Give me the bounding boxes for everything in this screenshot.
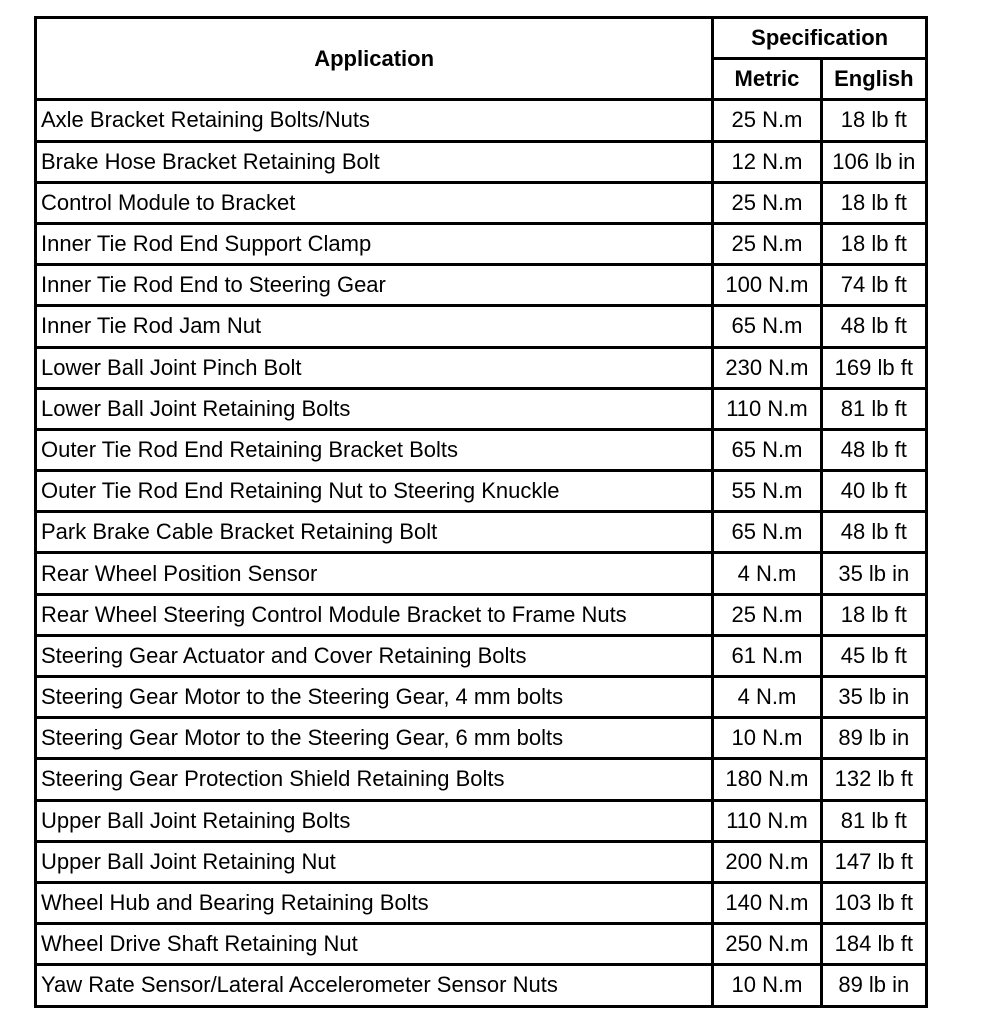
table-row <box>36 306 927 347</box>
english-cell: 18 lb ft <box>821 182 926 223</box>
table-row <box>36 800 927 841</box>
metric-cell: 200 N.m <box>713 841 821 882</box>
metric-cell: 25 N.m <box>713 594 821 635</box>
metric-cell: 65 N.m <box>713 429 821 470</box>
metric-cell: 230 N.m <box>713 347 821 388</box>
english-cell: 89 lb in <box>821 718 926 759</box>
metric-cell: 10 N.m <box>713 965 821 1006</box>
table-row <box>36 841 927 882</box>
metric-cell: 55 N.m <box>713 471 821 512</box>
metric-cell: 65 N.m <box>713 512 821 553</box>
metric-cell: 25 N.m <box>713 223 821 264</box>
table-row <box>36 759 927 800</box>
metric-cell: 250 N.m <box>713 924 821 965</box>
english-cell: 45 lb ft <box>821 635 926 676</box>
table-header <box>36 18 927 100</box>
specification-header: Specification <box>713 18 927 59</box>
application-header: Application <box>36 18 713 100</box>
english-cell: 18 lb ft <box>821 100 926 141</box>
metric-cell: 65 N.m <box>713 306 821 347</box>
application-cell: Brake Hose Bracket Retaining Bolt <box>36 141 713 182</box>
application-cell: Lower Ball Joint Pinch Bolt <box>36 347 713 388</box>
application-cell: Outer Tie Rod End Retaining Nut to Steering Knuckle <box>36 471 713 512</box>
table-row <box>36 100 927 141</box>
application-cell: Inner Tie Rod End Support Clamp <box>36 223 713 264</box>
english-cell: 103 lb ft <box>821 882 926 923</box>
torque-specification-table <box>34 16 928 1008</box>
metric-cell: 61 N.m <box>713 635 821 676</box>
english-cell: 89 lb in <box>821 965 926 1006</box>
application-cell: Inner Tie Rod Jam Nut <box>36 306 713 347</box>
header-row-top <box>36 18 927 59</box>
application-cell: Steering Gear Motor to the Steering Gear, 4 mm bolts <box>36 677 713 718</box>
english-cell: 35 lb in <box>821 677 926 718</box>
application-cell: Lower Ball Joint Retaining Bolts <box>36 388 713 429</box>
table-row <box>36 388 927 429</box>
application-cell: Rear Wheel Position Sensor <box>36 553 713 594</box>
application-cell: Yaw Rate Sensor/Lateral Accelerometer Sensor Nuts <box>36 965 713 1006</box>
table-row <box>36 553 927 594</box>
english-cell: 18 lb ft <box>821 223 926 264</box>
metric-cell: 10 N.m <box>713 718 821 759</box>
application-cell: Wheel Hub and Bearing Retaining Bolts <box>36 882 713 923</box>
table-row <box>36 882 927 923</box>
english-cell: 132 lb ft <box>821 759 926 800</box>
application-cell: Wheel Drive Shaft Retaining Nut <box>36 924 713 965</box>
metric-cell: 4 N.m <box>713 553 821 594</box>
table-row <box>36 965 927 1006</box>
metric-header: Metric <box>713 59 821 100</box>
application-cell: Park Brake Cable Bracket Retaining Bolt <box>36 512 713 553</box>
metric-cell: 25 N.m <box>713 182 821 223</box>
english-header: English <box>821 59 926 100</box>
metric-cell: 12 N.m <box>713 141 821 182</box>
table-row <box>36 223 927 264</box>
metric-cell: 110 N.m <box>713 800 821 841</box>
table-row <box>36 141 927 182</box>
table-row <box>36 635 927 676</box>
application-cell: Steering Gear Protection Shield Retaining Bolts <box>36 759 713 800</box>
application-cell: Control Module to Bracket <box>36 182 713 223</box>
english-cell: 81 lb ft <box>821 388 926 429</box>
english-cell: 48 lb ft <box>821 429 926 470</box>
table-body <box>36 100 927 1006</box>
english-cell: 106 lb in <box>821 141 926 182</box>
english-cell: 35 lb in <box>821 553 926 594</box>
table-row <box>36 265 927 306</box>
application-cell: Axle Bracket Retaining Bolts/Nuts <box>36 100 713 141</box>
english-cell: 169 lb ft <box>821 347 926 388</box>
table-row <box>36 594 927 635</box>
table-row <box>36 182 927 223</box>
english-cell: 48 lb ft <box>821 512 926 553</box>
english-cell: 184 lb ft <box>821 924 926 965</box>
table-row <box>36 429 927 470</box>
metric-cell: 110 N.m <box>713 388 821 429</box>
table-row <box>36 677 927 718</box>
english-cell: 81 lb ft <box>821 800 926 841</box>
application-cell: Outer Tie Rod End Retaining Bracket Bolts <box>36 429 713 470</box>
application-cell: Upper Ball Joint Retaining Bolts <box>36 800 713 841</box>
metric-cell: 25 N.m <box>713 100 821 141</box>
table-row <box>36 924 927 965</box>
english-cell: 40 lb ft <box>821 471 926 512</box>
table-row <box>36 471 927 512</box>
application-cell: Steering Gear Actuator and Cover Retaining Bolts <box>36 635 713 676</box>
table-row <box>36 512 927 553</box>
application-cell: Upper Ball Joint Retaining Nut <box>36 841 713 882</box>
metric-cell: 140 N.m <box>713 882 821 923</box>
english-cell: 74 lb ft <box>821 265 926 306</box>
metric-cell: 4 N.m <box>713 677 821 718</box>
table-row <box>36 347 927 388</box>
metric-cell: 180 N.m <box>713 759 821 800</box>
metric-cell: 100 N.m <box>713 265 821 306</box>
table-row <box>36 718 927 759</box>
english-cell: 18 lb ft <box>821 594 926 635</box>
application-cell: Inner Tie Rod End to Steering Gear <box>36 265 713 306</box>
english-cell: 48 lb ft <box>821 306 926 347</box>
application-cell: Steering Gear Motor to the Steering Gear, 6 mm bolts <box>36 718 713 759</box>
application-cell: Rear Wheel Steering Control Module Bracket to Frame Nuts <box>36 594 713 635</box>
english-cell: 147 lb ft <box>821 841 926 882</box>
